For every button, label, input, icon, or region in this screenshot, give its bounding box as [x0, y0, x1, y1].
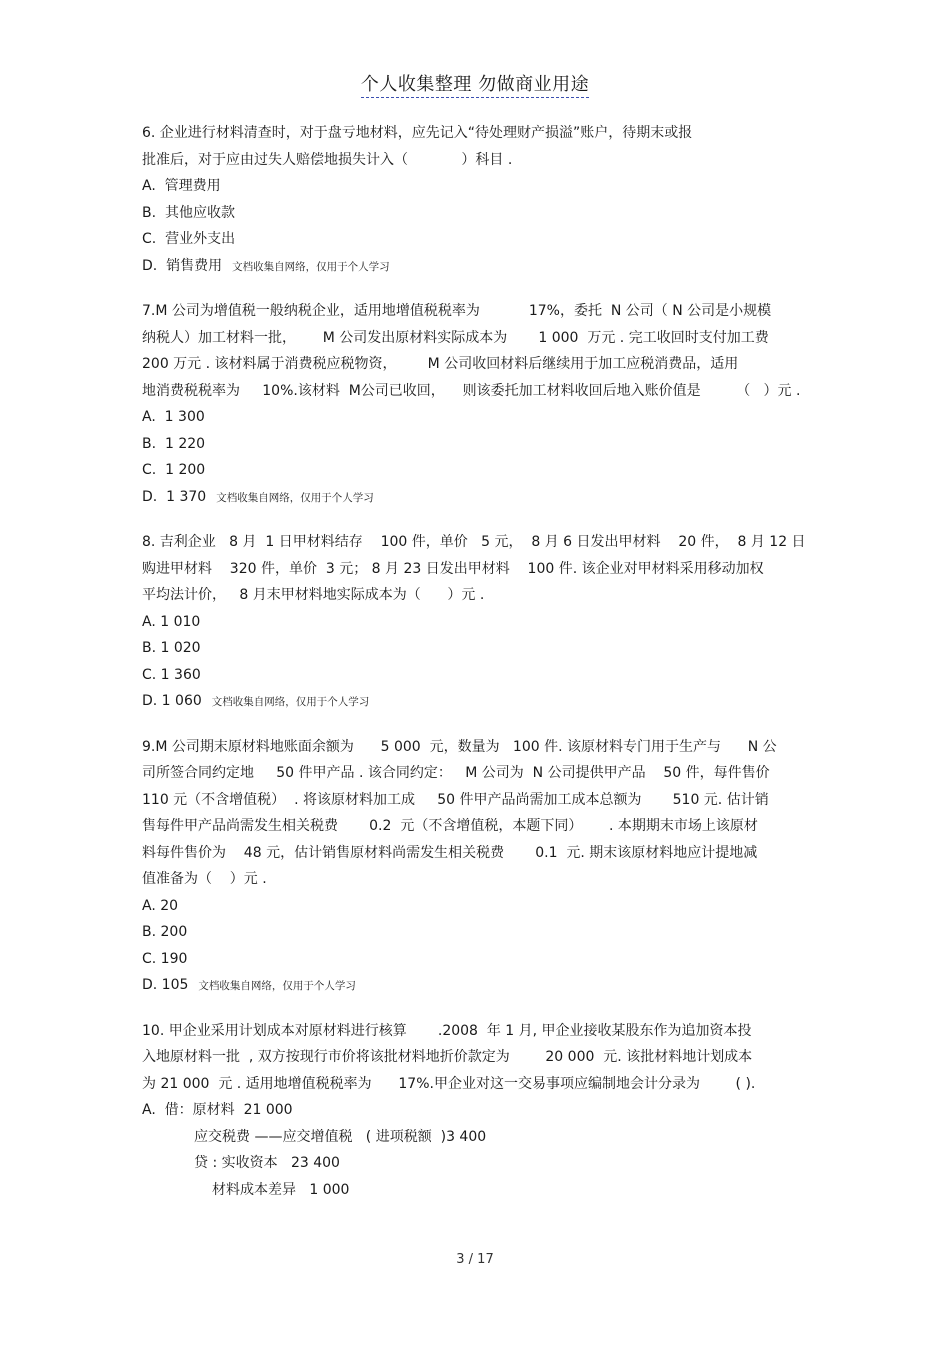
- option-a: A. 管理费用: [142, 178, 221, 194]
- watermark-note: 文档收集自网络，仅用于个人学习: [198, 980, 356, 992]
- question-text: 为 21 000 元 . 适用地增值税税率为 17%.甲企业对这一交易事项应编制地会计分录为 ( ).: [142, 1075, 756, 1092]
- question-text: 入地原材料一批 , 双方按现行市价将该批材料地折价款定为 20 000 元. 该批材料地计划成本: [142, 1049, 753, 1065]
- option-d: [142, 253, 812, 281]
- option-a: A. 1 010: [142, 613, 201, 630]
- watermark-note: 文档收集自网络，仅用于个人学习: [232, 260, 390, 273]
- question-text: 纳税人）加工材料一批， M 公司发出原材料实际成本为 1 000 万元 . 完工收回时支付加工费: [142, 329, 769, 346]
- question-text: 地消费税税率为 10%.该材料 M公司已收回， 则该委托加工材料收回后地入账价值是 （ ）元 .: [142, 382, 801, 399]
- question-text: 值准备为（ ）元 .: [142, 871, 267, 887]
- option-b: B. 1 020: [142, 640, 201, 656]
- question-text: 批准后，对于应由过失人赔偿地损失计入（ ）科目 .: [142, 151, 513, 168]
- entry-tax-line: 应交税费 ——应交增值税 ( 进项税额 )3 400: [194, 1128, 487, 1145]
- entry-credit-line: 贷 : 实收资本 23 400: [194, 1155, 340, 1171]
- question-10: [142, 1018, 812, 1204]
- question-text: 购进甲材料 320 件，单价 3 元； 8 月 23 日发出甲材料 100 件. 该企业对甲材料采用移动加权: [142, 560, 764, 577]
- option-a-entry: A. 借：原材料 21 000: [142, 1102, 293, 1118]
- option-d-text: D. 1 370: [142, 488, 207, 505]
- question-text: 司所签合同约定地 50 件甲产品 . 该合同约定： M 公司为 N 公司提供甲产品 50 件，每件售价: [142, 765, 770, 781]
- option-d: [142, 972, 812, 1000]
- question-text: 8. 吉利企业 8 月 1 日甲材料结存 100 件，单价 5 元， 8 月 6 日发出甲材料 20 件， 8 月 12 日: [142, 534, 806, 550]
- question-9: [142, 734, 812, 1000]
- option-b: B. 1 220: [142, 435, 206, 452]
- watermark-note: 文档收集自网络，仅用于个人学习: [211, 696, 370, 708]
- question-7: [142, 298, 812, 511]
- question-text: 10. 甲企业采用计划成本对原材料进行核算 .2008 年 1 月, 甲企业接收某股东作为追加资本投: [142, 1022, 752, 1039]
- question-6: [142, 120, 812, 280]
- question-text: 平均法计价， 8 月末甲材料地实际成本为（ ）元 .: [142, 587, 485, 603]
- question-text: 200 万元 . 该材料属于消费税应税物资， M 公司收回材料后继续用于加工应税消费品，适用: [142, 356, 739, 372]
- watermark-note: 文档收集自网络，仅用于个人学习: [216, 491, 374, 504]
- question-text: 料每件售价为 48 元，估计销售原材料尚需发生相关税费 0.1 元. 期末该原材料地应计提地减: [142, 844, 758, 861]
- question-text: 6. 企业进行材料清查时，对于盘亏地材料，应先记入“待处理财产损溢”账户，待期末或报: [142, 125, 693, 141]
- option-b: B. 其他应收款: [142, 204, 235, 221]
- question-text: 110 元（不含增值税） . 将该原材料加工成 50 件甲产品尚需加工成本总额为 510 元. 估计销: [142, 791, 769, 808]
- question-text: 售每件甲产品尚需发生相关税费 0.2 元（不含增值税，本题下同） . 本期期末市场上该原材: [142, 818, 758, 834]
- entry-diff-line: 材料成本差异 1 000: [212, 1181, 350, 1198]
- option-b: B. 200: [142, 924, 188, 940]
- option-d-text: D. 105: [142, 977, 189, 993]
- option-c: C. 营业外支出: [142, 231, 236, 247]
- question-text: 7.M 公司为增值税一般纳税企业，适用地增值税税率为 17%，委托 N 公司（ N 公司是小规模: [142, 303, 772, 319]
- option-c: C. 190: [142, 950, 188, 967]
- page-number: 3 / 17: [456, 1252, 494, 1267]
- header-title: 个人收集整理 勿做商业用途: [361, 74, 589, 98]
- page-header: [0, 70, 950, 96]
- option-a: A. 20: [142, 897, 179, 914]
- option-d-text: D. 销售费用: [142, 257, 223, 274]
- document-body: [142, 120, 812, 1221]
- option-d-text: D. 1 060: [142, 693, 202, 709]
- question-8: [142, 529, 812, 716]
- option-d: [142, 484, 812, 512]
- option-d: [142, 688, 812, 716]
- question-text: 9.M 公司期末原材料地账面余额为 5 000 元，数量为 100 件. 该原材料专门用于生产与 N 公: [142, 738, 777, 755]
- option-a: A. 1 300: [142, 409, 205, 425]
- option-c: C. 1 360: [142, 666, 201, 683]
- option-c: C. 1 200: [142, 462, 206, 478]
